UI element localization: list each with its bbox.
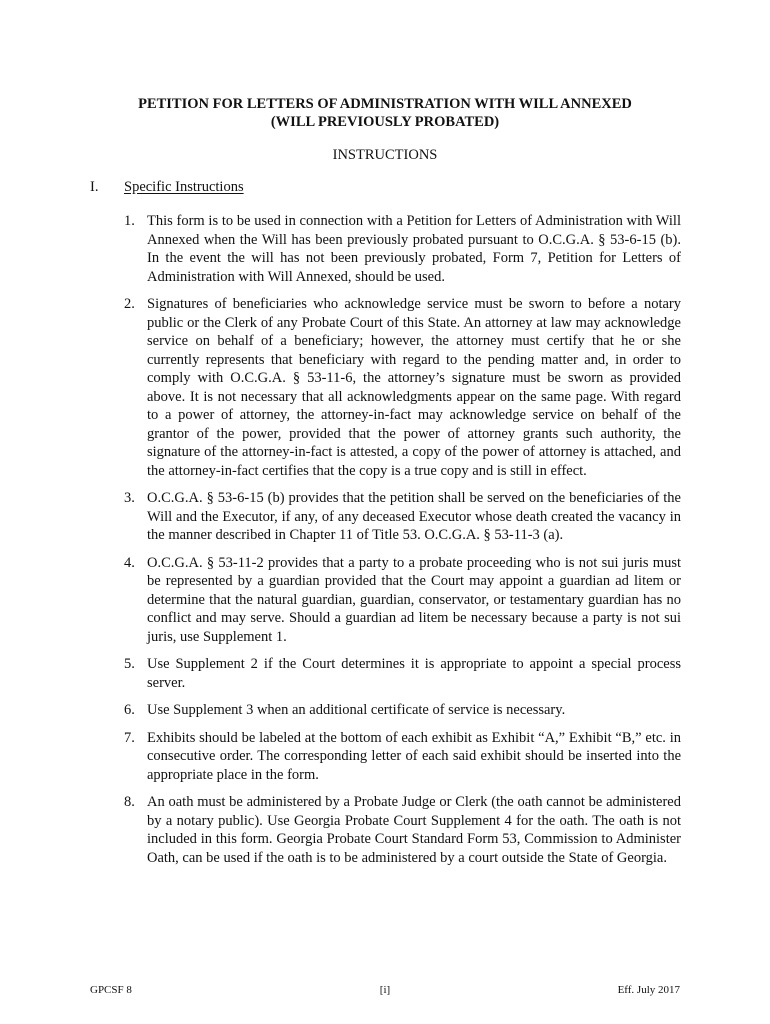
instruction-item: [124, 729, 681, 785]
section-title: Specific Instructions: [124, 179, 244, 195]
instruction-item: [124, 701, 681, 720]
item-text: This form is to be used in connection with a Petition for Letters of Administration with Will Annexed when the Will has been previously probated pursuant to O.C.G.A. § 53-6-15 (b). In the event the will has not been previously probated, Form 7, Petition for Letters of Administration with Will Annexed, should be used.: [147, 213, 681, 285]
item-number: 6.: [124, 702, 135, 718]
item-number: 8.: [124, 794, 135, 810]
item-number: 2.: [124, 296, 135, 312]
footer-effective-date: Eff. July 2017: [617, 984, 680, 996]
item-number: 5.: [124, 656, 135, 672]
instruction-item: [124, 489, 681, 545]
item-text: O.C.G.A. § 53-11-2 provides that a party to a probate proceeding who is not sui juris must be represented by a guardian provided that the Court may appoint a guardian ad litem or determine that the natural guardian, guardian, conservator, or testamentary guardian has no conflict and may serve. Should a guardian ad litem be necessary because a party is not sui juris, use Supplement 1.: [147, 554, 681, 645]
instruction-item: [124, 554, 681, 647]
item-text: An oath must be administered by a Probate Judge or Clerk (the oath cannot be administered by a notary public). Use Georgia Probate Court Supplement 4 for the oath. The oath is not included in this form. Georgia Probate Court Standard Form 53, Commission to Administer Oath, can be used if the oath is to be administered by a court outside the State of Georgia.: [147, 794, 681, 866]
section-number: I.: [90, 179, 99, 195]
instruction-item: [124, 655, 681, 692]
document-title-line2: (WILL PREVIOUSLY PROBATED): [270, 114, 500, 130]
item-text: Use Supplement 2 if the Court determines it is appropriate to appoint a special process server.: [147, 656, 681, 691]
instruction-item: [124, 295, 681, 480]
instructions-list: [124, 212, 681, 876]
instruction-item: [124, 212, 681, 286]
item-text: Signatures of beneficiaries who acknowledge service must be sworn to before a notary public or the Clerk of any Probate Court of this State. An attorney at law may acknowledge service on behalf of a beneficiary; however, the attorney must certify that he or she currently represents that beneficiary with regard to the pending matter and, in order to comply with O.C.G.A. § 53-11-6, the attorney’s signature must be sworn as provided above. It is not necessary that all acknowledgments appear on the same page. With regard to a power of attorney, the attorney-in-fact may acknowledge service on behalf of the grantor of the power, provided that the power of attorney grants such authority, the signature of the attorney-in-fact is attested, a copy of the power of attorney is attached, and the attorney-in-fact certifies that the copy is a true copy and is still in effect.: [147, 296, 681, 479]
item-number: 3.: [124, 490, 135, 506]
document-title-line1: PETITION FOR LETTERS OF ADMINISTRATION WITH WILL ANNEXED: [138, 96, 632, 112]
footer-page-number: [i]: [379, 984, 391, 996]
item-number: 7.: [124, 729, 135, 746]
item-text: O.C.G.A. § 53-6-15 (b) provides that the petition shall be served on the beneficiaries of the Will and the Executor, if any, of any deceased Executor whose death created the vacancy in the manner described in Chapter 11 of Title 53. O.C.G.A. § 53-11-3 (a).: [147, 490, 681, 543]
footer-form-code: GPCSF 8: [90, 984, 132, 996]
item-number: 4.: [124, 554, 135, 571]
item-text: Use Supplement 3 when an additional certificate of service is necessary.: [147, 702, 566, 718]
item-number: 1.: [124, 213, 135, 229]
instruction-item: [124, 793, 681, 867]
instructions-heading: INSTRUCTIONS: [332, 147, 438, 163]
item-text: Exhibits should be labeled at the bottom of each exhibit as Exhibit “A,” Exhibit “B,” etc. in consecutive order. The corresponding letter of each said exhibit should be inserted into the appropriate place in the form.: [147, 729, 681, 783]
